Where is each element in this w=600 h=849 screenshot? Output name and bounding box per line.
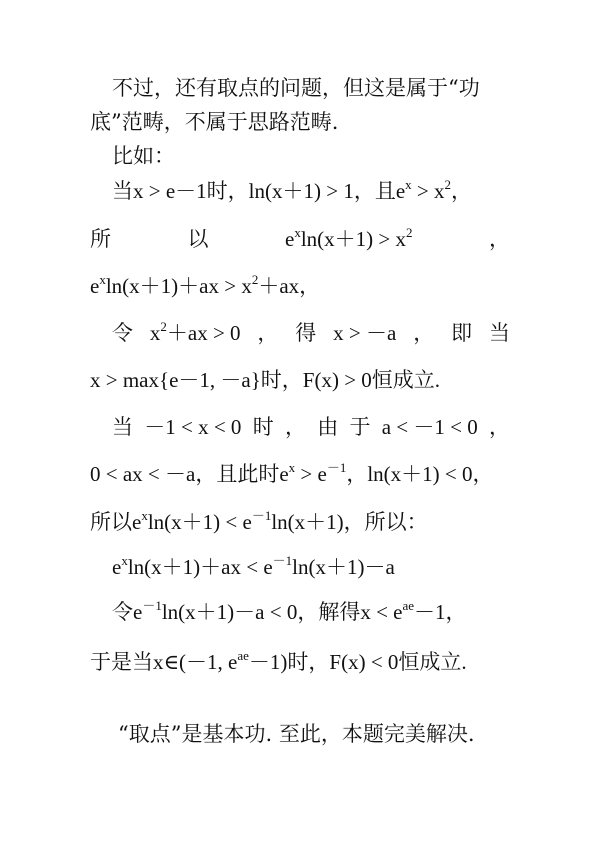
text-line: 不过，还有取点的问题，但这是属于“功 xyxy=(112,76,480,100)
math-line: 所 以 $e^x\ln(x+1) > x^2$ ， xyxy=(90,225,510,251)
math-line: 当x > e－1时，ln(x＋1) > 1，且$e^x > x^2$， xyxy=(112,177,472,203)
math-line: x > max{e－1, －a}时，F(x) > 0恒成立. xyxy=(90,368,441,392)
math-line: 0 < ax < －a，且此时$e^x > e^{-1}$，ln(x＋1) < 0， xyxy=(90,460,494,486)
math-line: 于是当x∈(－1, $e^{ae}-1$)时，F(x) < 0恒成立. xyxy=(90,648,467,674)
math-line: 当 －1 < x < 0 时 ， 由 于 a < －1 < 0 ， xyxy=(112,415,510,439)
text-line: 比如： xyxy=(112,144,175,168)
math-line: 令$e^{-1}\ln(x+1)-a < 0$，解得$x < e^{ae}-1$， xyxy=(112,598,467,624)
math-line: $e^x\ln(x+1)+ax < e^{-1}\ln(x+1)-a$ xyxy=(112,553,395,579)
math-line: $e^x\ln(x+1)+ax > x^2+ax$， xyxy=(90,272,321,298)
text-line: “取点”是基本功. 至此，本题完美解决. xyxy=(118,722,475,746)
text-line: 底”范畴，不属于思路范畴. xyxy=(90,110,339,134)
math-line: 令 $x^2+ax > 0$ ， 得 x > －a ， 即 当 xyxy=(112,319,510,345)
math-line: 所以$e^x\ln(x+1) < e^{-1}\ln(x+1)$，所以： xyxy=(90,508,428,534)
